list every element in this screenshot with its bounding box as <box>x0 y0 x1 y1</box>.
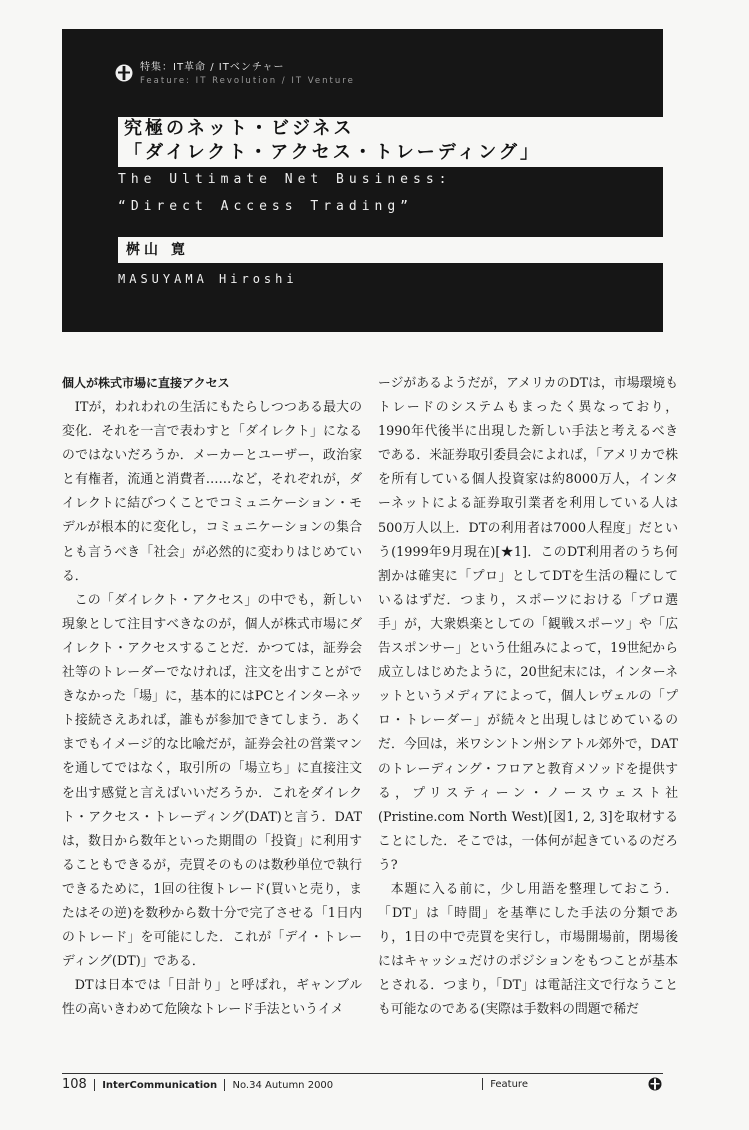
section-label: Feature <box>490 1079 528 1090</box>
feature-kicker: 特集：IT革命 / ITベンチャー <box>140 62 285 73</box>
article-title-line2: 「ダイレクト・アクセス・トレーディング」 <box>118 141 663 167</box>
paragraph: ージがあるようだが，アメリカのDTは，市場環境もトレードのシステムもまったく異なっており，1990年代後半に出現した新しい手法と考えるべきである．米証券取引委員会によれば，「アメリカで株を所有している個人投資家は約8000万人，インターネットによる証券取引業者を利用している人は500万人以上．DTの利用者は7000人程度」だという(1999年9月現在)[★1]．このDT利用者のうち何割かは確実に「プロ」としてDTを生活の糧にしているはずだ．つまり，スポーツにおける「プロ選手」が，大衆娯楽としての「観戦スポーツ」や「広告スポンサー」という仕組みによって，19世紀から成立しはじめたように，20世紀末には，インターネットというメディアによって，個人レヴェルの「プロ・トレーダー」が続々と出現しはじめているのだ．今回は，米ワシントン州シアトル郊外で，DATのトレーディング・フロアと教育メソッドを提供する，プリスティーン・ノースウェスト社(Pristine.com North West)[図1, 2, 3]を取材することにした．そこでは，一体何が起きているのだろう? <box>378 376 678 873</box>
footer-divider <box>94 1079 95 1091</box>
issue-label: No.34 Autumn 2000 <box>232 1080 334 1091</box>
body-column-right <box>378 372 678 1023</box>
paragraph: この「ダイレクト・アクセス」の中でも，新しい現象として注目すべきなのが，個人が株式市場にダイレクト・アクセスすることだ．かつては，証券会社等のトレーダーでなければ，注文を出すことができなかった「場」に，基本的にはPCとインターネット接続さえあれば，誰もが参加できてしまう．あくまでもイメージ的な比喩だが，証券会社の営業マンを通してではなく，取引所の「場立ち」に直接注文を出す感覚と言えばいいだろうか．これをダイレクト・アクセス・トレーディング(DAT)と言う．DATは，数日から数年といった期間の「投資」に利用することもできるが，売買そのものは数秒単位で執行できるために，1回の往復トレード(買いと売り，またはその逆)を数秒から数十分で完了させる「1日内のトレード」を可能にした．これが「デイ・トレーディング(DT)」である． <box>62 592 362 970</box>
article-title-en-line2: “Direct Access Trading” <box>118 199 414 214</box>
page-number: 108 <box>62 1077 87 1092</box>
footer-section <box>478 1076 528 1094</box>
paragraph: 本題に入る前に，少し用語を整理しておこう．「DT」は「時間」を基準にした手法の分類であり，1日の中で売買を実行し，市場開場前，閉場後にはキャッシュだけのポジションをもつことが基本とされる．つまり，「DT」は電話注文で行なうことも可能なのである(実際は手数料の問題で稀だ <box>378 881 678 1018</box>
author-name: 桝山 寛 <box>118 237 663 263</box>
article-title-en-line1: The Ultimate Net Business: <box>118 172 452 187</box>
article-title-line1: 究極のネット・ビジネス <box>118 117 663 141</box>
footer-rule <box>62 1073 663 1074</box>
body-column-left <box>62 372 362 1022</box>
feature-emblem-icon <box>648 1077 662 1091</box>
feature-kicker-en: Feature: IT Revolution / IT Venture <box>140 76 355 86</box>
section-heading: 個人が株式市場に直接アクセス <box>62 376 230 390</box>
page-footer <box>62 1076 333 1094</box>
author-name-en: MASUYAMA Hiroshi <box>118 272 298 286</box>
feature-emblem-icon <box>115 64 133 82</box>
paragraph: DTは日本では「日計り」と呼ばれ，ギャンブル性の高いきわめて危険なトレード手法というイメ <box>62 978 362 1018</box>
paragraph: ITが，われわれの生活にもたらしつつある最大の変化．それを一言で表わすと「ダイレクト」になるのではないだろうか．メーカーとユーザー，政治家と有権者，流通と消費者……など，それぞれが，ダイレクトに結びつくことでコミュニケーション・モデルが根本的に変化し，コミュニケーションの集合とも言うべき「社会」が必然的に変わりはじめている． <box>62 400 362 584</box>
footer-divider <box>224 1079 225 1091</box>
footer-divider <box>482 1078 483 1090</box>
publication-name: InterCommunication <box>102 1080 218 1091</box>
